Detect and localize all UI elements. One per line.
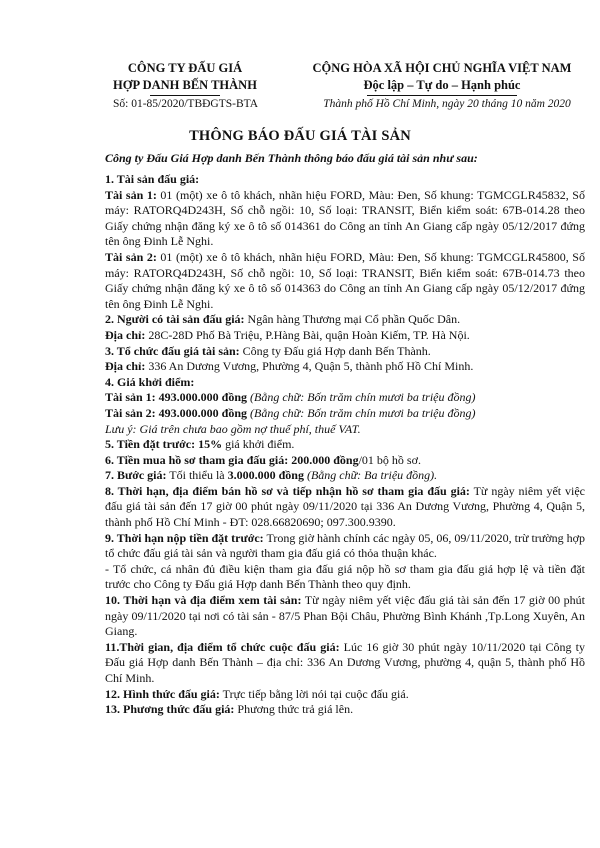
section-3-address-label: Địa chỉ: xyxy=(105,359,146,374)
document-title: THÔNG BÁO ĐẤU GIÁ TÀI SẢN xyxy=(189,128,411,144)
company-underline xyxy=(150,95,220,96)
section-5-text: giá khởi điểm. xyxy=(222,437,295,452)
section-8-label: 8. Thời hạn, địa điểm bán hồ sơ và tiếp nhận hồ sơ tham gia đấu giá: xyxy=(105,483,470,498)
section-2-address-label: Địa chỉ: xyxy=(105,327,146,342)
section-7-text: Tối thiểu là xyxy=(166,468,228,483)
asset-1-text: 01 (một) xe ô tô khách, nhãn hiệu FORD, Màu: Đen, Số khung: TGMCGLR45832, Số máy: RATORQ4D243H, Số chỗ ngồi: 10, Số loại: TRANSIT, Biển kiểm soát: 67B-014.28 theo Giấy chứng nhận đăng ký xe ô tô số 014361 do Công an tỉnh An Giang cấp ngày 05/12/2017 đứng tên ông Đinh Lễ Nghi. xyxy=(105,187,585,249)
section-13 xyxy=(105,702,585,718)
section-7 xyxy=(105,468,585,484)
section-10-label: 10. Thời hạn và địa điểm xem tài sản: xyxy=(105,593,302,608)
section-12-text: Trực tiếp bằng lời nói tại cuộc đấu giá. xyxy=(219,686,409,701)
section-3-text: Công ty Đấu giá Hợp danh Bến Thành. xyxy=(239,343,431,358)
section-5-label: 5. Tiền đặt trước: 15% xyxy=(105,437,223,452)
section-2-label: 2. Người có tài sản đấu giá: xyxy=(105,312,245,327)
section-10 xyxy=(105,593,585,640)
section-2-address-text: 28C-28D Phố Bà Triệu, P.Hàng Bài, quận Hoàn Kiếm, TP. Hà Nội. xyxy=(145,327,470,342)
section-2-text: Ngân hàng Thương mại Cổ phần Quốc Dân. xyxy=(244,312,461,327)
section-2-address xyxy=(105,328,585,344)
section-3 xyxy=(105,344,585,360)
document-reference: Số: 01-85/2020/TBĐGTS-BTA xyxy=(113,98,259,110)
section-9-label: 9. Thời hạn nộp tiền đặt trước: xyxy=(105,530,264,545)
section-11-label: 11.Thời gian, địa điểm tổ chức cuộc đấu giá: xyxy=(105,639,340,654)
section-9-text: Trong giờ hành chính các ngày 05, 06, 09/11/2020, trừ trường hợp tổ chức đấu giá tài sản và người tham gia đấu giá có thỏa thuận khác. xyxy=(105,530,585,561)
section-9 xyxy=(105,531,585,562)
starting-price-1-label: Tài sản 1: 493.000.000 đồng xyxy=(105,390,248,405)
section-7-label: 7. Bước giá: xyxy=(105,468,167,483)
section-8-text: Từ ngày niêm yết việc đấu giá tài sản đến 17 giờ 00 phút ngày 09/11/2020 tại 336 An Dương Vương, Phường 4, Quận 5, thành phố Hồ Chí Minh - ĐT: 028.66820690; 097.300.9390. xyxy=(105,483,585,530)
asset-2 xyxy=(105,250,585,312)
section-7-amount: 3.000.000 đồng xyxy=(227,468,304,483)
section-13-label: 13. Phương thức đấu giá: xyxy=(105,702,235,717)
company-header xyxy=(100,60,270,96)
company-name-line1: CÔNG TY ĐẤU GIÁ xyxy=(127,61,243,75)
section-2 xyxy=(105,312,585,328)
section-3-address-text: 336 An Dương Vương, Phường 4, Quận 5, thành phố Hồ Chí Minh. xyxy=(145,359,474,374)
section-4-heading: 4. Giá khởi điểm: xyxy=(105,374,195,389)
asset-1-label: Tài sản 1: xyxy=(105,187,157,202)
section-7-words: (Bằng chữ: Ba triệu đồng). xyxy=(303,468,438,483)
section-13-text: Phương thức trả giá lên. xyxy=(234,702,354,717)
national-motto: Độc lập – Tự do – Hạnh phúc xyxy=(363,78,521,92)
starting-price-2-words: (Bằng chữ: Bốn trăm chín mươi ba triệu đồng) xyxy=(247,405,476,420)
starting-price-1 xyxy=(105,390,585,406)
asset-2-text: 01 (một) xe ô tô khách, nhãn hiệu FORD, Màu: Đen, Số khung: TGMCGLR45800, Số máy: RATORQ4D243H, Số chỗ ngồi: 10, Số loại: TRANSIT, Biển kiểm soát: 67B-014.73 theo Giấy chứng nhận đăng ký xe ô tô số 014363 do Công an tỉnh An Giang cấp ngày 05/12/2017 đứng tên ông Đinh Lễ Nghi. xyxy=(105,249,585,311)
section-12 xyxy=(105,687,585,703)
intro-text: Công ty Đấu Giá Hợp danh Bến Thành thông báo đấu giá tài sản như sau: xyxy=(105,151,478,165)
starting-price-2 xyxy=(105,406,585,422)
section-9-extra: - Tổ chức, cá nhân đủ điều kiện tham gia đấu giá nộp hồ sơ tham gia đấu giá hợp lệ và tiền đặt trước cho Công ty Đấu giá Hợp danh Bến Thành theo quy định. xyxy=(105,561,585,592)
date-line: Thành phố Hồ Chí Minh, ngày 20 tháng 10 năm 2020 xyxy=(323,98,571,110)
price-note: Lưu ý: Giá trên chưa bao gồm nợ thuế phí, thuế VAT. xyxy=(105,421,361,436)
national-title: CỘNG HÒA XÃ HỘI CHỦ NGHĨA VIỆT NAM xyxy=(312,61,572,75)
asset-2-label: Tài sản 2: xyxy=(105,249,157,264)
section-12-label: 12. Hình thức đấu giá: xyxy=(105,686,220,701)
starting-price-1-words: (Bằng chữ: Bốn trăm chín mươi ba triệu đồng) xyxy=(247,390,476,405)
section-3-label: 3. Tổ chức đấu giá tài sản: xyxy=(105,343,240,358)
section-6-label: 6. Tiền mua hồ sơ tham gia đấu giá: 200.000 đồng xyxy=(105,452,359,467)
document-body xyxy=(105,172,585,718)
section-11 xyxy=(105,640,585,687)
section-3-address xyxy=(105,359,585,375)
national-header xyxy=(292,60,592,96)
section-5 xyxy=(105,437,585,453)
company-name-line2: HỢP DANH BẾN THÀNH xyxy=(113,78,257,92)
section-1-heading: 1. Tài sản đấu giá: xyxy=(105,172,200,186)
section-10-text: Từ ngày niêm yết việc đấu giá tài sản đến 17 giờ 00 phút ngày 09/11/2020 tại nơi có tài sản - 87/5 Phan Bội Châu, Phường Bình Khánh ,Tp.Long Xuyên, An Giang. xyxy=(105,593,586,639)
section-6 xyxy=(105,453,585,469)
motto-underline xyxy=(367,95,517,96)
starting-price-2-label: Tài sản 2: 493.000.000 đồng xyxy=(105,405,248,420)
section-11-text: Lúc 16 giờ 30 phút ngày 10/11/2020 tại Công ty Đấu giá Hợp danh Bến Thành – địa chỉ: 336 An Dương Vương, phường 4, quận 5, thành phố Hồ Chí Minh. xyxy=(105,639,585,685)
section-8 xyxy=(105,484,585,531)
section-6-text: /01 bộ hồ sơ. xyxy=(358,452,421,467)
asset-1 xyxy=(105,188,585,250)
